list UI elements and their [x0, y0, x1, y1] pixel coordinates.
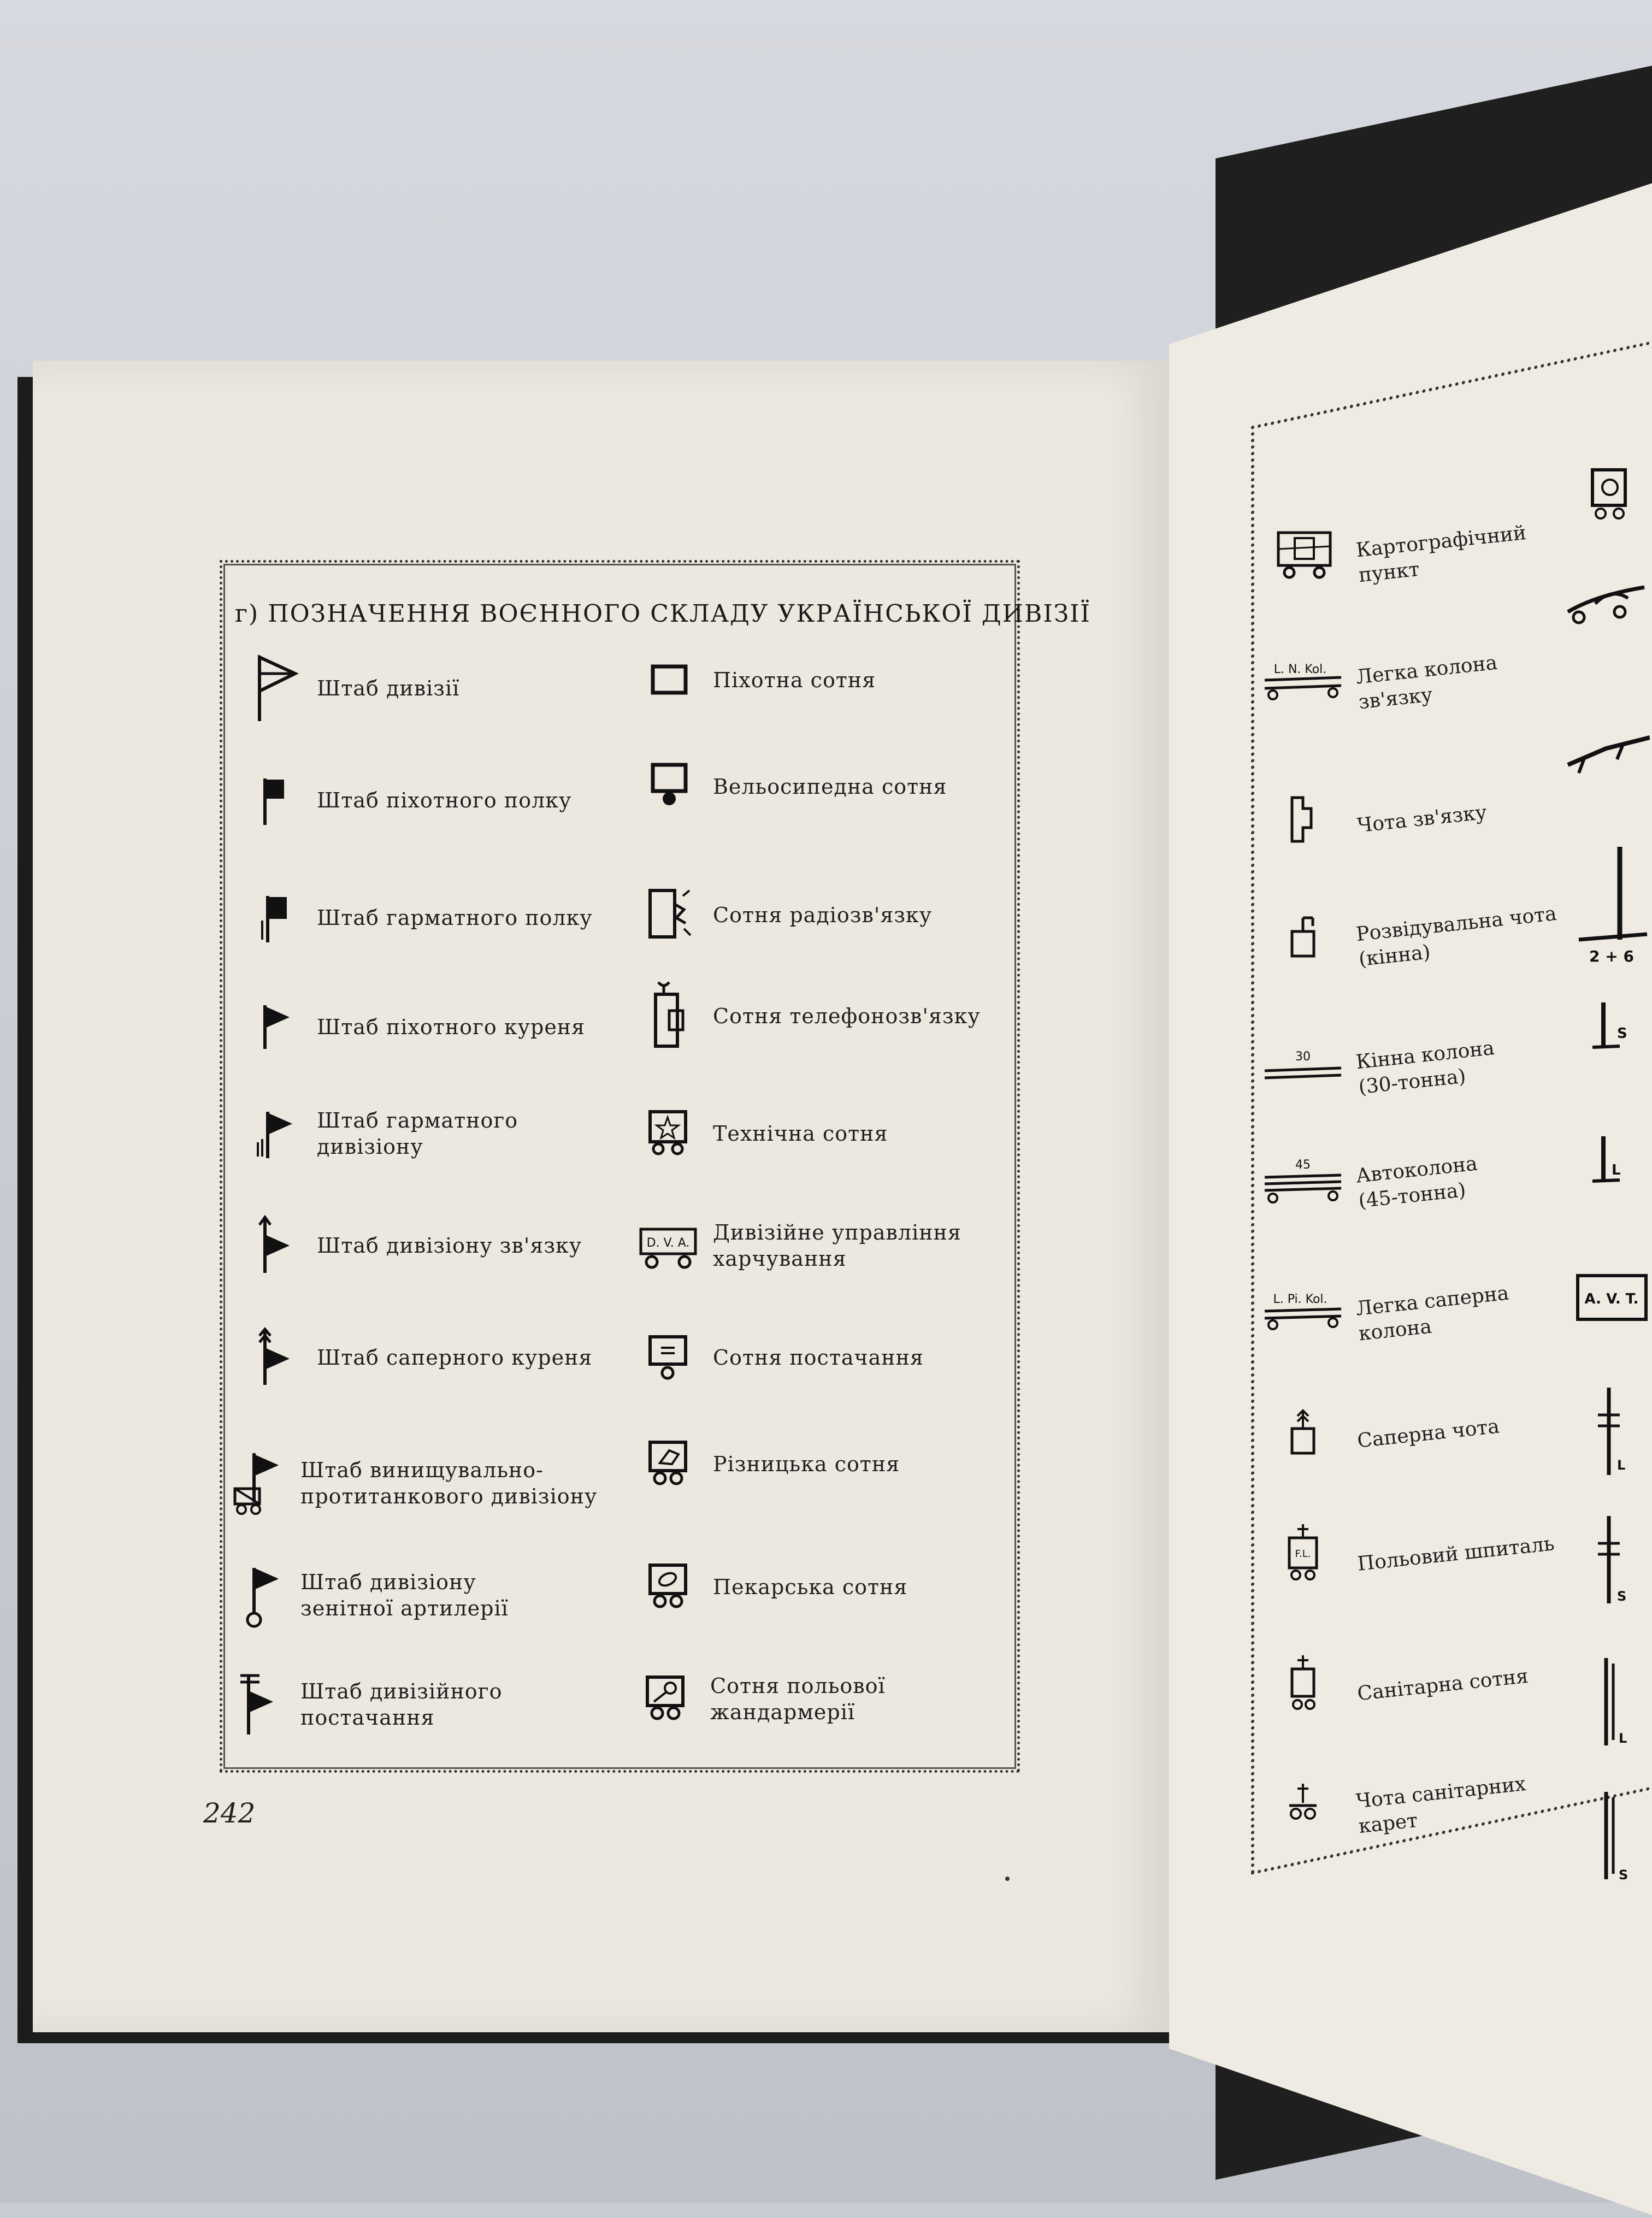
- map-cart-icon: [1256, 519, 1349, 590]
- entry-label: Піхотна сотня: [713, 668, 876, 692]
- edge-tag: A. V. T.: [1584, 1291, 1639, 1307]
- entry-label: Різницька сотня: [713, 1452, 900, 1476]
- cropped-avt-label: [1573, 1267, 1650, 1330]
- list-item: [240, 653, 459, 724]
- entry-label: Чота зв'язку: [1356, 801, 1488, 837]
- edge-tag: L: [1619, 1731, 1627, 1746]
- edge-tag: S: [1619, 1867, 1629, 1883]
- list-item: [1256, 519, 1528, 590]
- bakery-cart-icon: [636, 1552, 702, 1623]
- list-item: [636, 1098, 888, 1169]
- list-item: [240, 992, 585, 1063]
- square-flag-icon: [240, 765, 306, 836]
- entry-label: Легка саперна колона: [1355, 1282, 1510, 1346]
- entry-label: Польовий шпиталь: [1356, 1532, 1556, 1576]
- cropped-vehicle-icon: [1562, 574, 1650, 630]
- sapper-wagon-icon: [1256, 1278, 1349, 1349]
- list-item: [1256, 1278, 1511, 1349]
- entry-label: Штаб дивізіону зв'язку: [317, 1234, 582, 1258]
- page-number: 242: [203, 1797, 256, 1829]
- butcher-cart-icon: [636, 1429, 702, 1500]
- list-item: [634, 1664, 886, 1735]
- dva-wagon-icon: [636, 1210, 702, 1281]
- list-item: [1256, 901, 1559, 972]
- list-item: [636, 751, 947, 822]
- entry-label: Штаб піхотного полку: [317, 788, 572, 812]
- entry-label: Сотня телефонозв'язку: [713, 1004, 981, 1028]
- list-item: [1256, 1033, 1496, 1104]
- edge-tag: S: [1617, 1025, 1627, 1042]
- gendarmerie-cart-icon: [634, 1664, 699, 1735]
- list-item: [636, 880, 932, 951]
- ink-speck: [1005, 1877, 1010, 1881]
- cropped-post-icon: [1587, 997, 1636, 1059]
- entry-label: Пекарська сотня: [713, 1575, 908, 1599]
- flag-with-circle-base-icon: [224, 1560, 290, 1631]
- entry-label: Кінна колона (30-тонна): [1355, 1036, 1496, 1099]
- wagon-tag: D. V. A.: [646, 1236, 690, 1250]
- rail-lines-icon: [1256, 1033, 1349, 1104]
- cropped-pole-icon: [1587, 1382, 1636, 1483]
- page-heading: г) ПОЗНАЧЕННЯ ВОЄННОГО СКЛАДУ УКРАЇНСЬКОЇ ДИВІЗІЇ: [235, 600, 1091, 628]
- entry-label: Штаб дивізійного постачання: [300, 1679, 503, 1730]
- cropped-pole-icon: [1587, 1511, 1636, 1611]
- list-item: [1256, 784, 1487, 855]
- large-flag-icon: [240, 653, 306, 724]
- list-item: [1256, 1519, 1555, 1590]
- list-item: [240, 1322, 592, 1393]
- square-icon: [636, 645, 702, 716]
- entry-label: Саперна чота: [1356, 1415, 1501, 1453]
- list-item: [636, 1322, 924, 1393]
- list-item: [224, 1448, 597, 1519]
- list-item: [1256, 647, 1499, 718]
- square-with-wheel-icon: [636, 751, 702, 822]
- entry-label: Вельосипедна сотня: [713, 775, 947, 799]
- entry-label: Сотня польової жандармерії: [710, 1674, 886, 1724]
- wagon-tag: L. Pi. Kol.: [1273, 1293, 1328, 1306]
- triangle-flag-icon: [240, 992, 306, 1063]
- cropped-pole-icon: [1587, 1653, 1636, 1753]
- cavalry-box-icon: [1256, 901, 1349, 972]
- entry-label: Сотня радіозв'язку: [713, 903, 933, 927]
- list-item: [224, 1560, 509, 1631]
- field-hospital-icon: [1256, 1519, 1349, 1590]
- entry-label: Штаб дивізії: [317, 676, 460, 700]
- list-item: [240, 1210, 582, 1281]
- entry-label: Штаб гарматного дивізіону: [317, 1108, 518, 1159]
- star-cart-icon: [636, 1098, 702, 1169]
- list-item: [224, 1669, 502, 1740]
- entry-label: Чота санітарних карет: [1355, 1772, 1527, 1838]
- hospital-tag: F.L.: [1295, 1548, 1311, 1560]
- radio-box-icon: [636, 880, 702, 951]
- list-item: [1256, 1147, 1479, 1218]
- entry-label: Санітарна сотня: [1356, 1665, 1530, 1706]
- flag-with-crossbars-icon: [224, 1669, 290, 1740]
- entry-label: Сотня постачання: [713, 1346, 924, 1370]
- triangle-flag-with-stem-marks-icon: [240, 1098, 306, 1169]
- entry-label: Автоколона (45-тонна): [1355, 1152, 1479, 1213]
- flag-on-cart-icon: [224, 1448, 290, 1519]
- entry-label: Штаб піхотного куреня: [317, 1015, 586, 1039]
- rail-tag: 30: [1295, 1050, 1311, 1064]
- edge-tag: L: [1612, 1162, 1621, 1178]
- ambulance-icon: [1256, 1770, 1349, 1841]
- entry-label: Штаб дивізіону зенітної артилерії: [300, 1570, 509, 1620]
- list-item: [636, 981, 981, 1052]
- square-flag-with-stem-marks-icon: [240, 882, 306, 953]
- list-item: [1256, 1399, 1500, 1470]
- entry-label: Картографічний пункт: [1355, 521, 1527, 587]
- triangle-flag-with-arrow-icon: [240, 1210, 306, 1281]
- entry-label: Штаб саперного куреня: [317, 1346, 593, 1370]
- rail-tag: 45: [1295, 1158, 1311, 1172]
- list-item: [240, 765, 571, 836]
- list-item: [636, 1210, 961, 1281]
- entry-label: Дивізійне управління харчування: [713, 1220, 961, 1271]
- entry-label: Розвідувальна чота (кінна): [1355, 902, 1558, 971]
- cropped-mast-icon: [1573, 841, 1650, 969]
- list-item: [636, 645, 876, 716]
- cropped-cart-icon: [1587, 464, 1636, 527]
- cropped-bridge-icon: [1562, 727, 1650, 778]
- telephone-box-icon: [636, 981, 702, 1052]
- edge-tag: S: [1617, 1589, 1627, 1604]
- cropped-post-icon: [1587, 1131, 1636, 1193]
- list-item: [636, 1552, 907, 1623]
- supply-box-icon: [636, 1322, 702, 1393]
- entry-label: Легка колона зв'язку: [1355, 651, 1498, 714]
- cropped-pole-icon: [1587, 1786, 1636, 1887]
- wagon-train-icon: [1256, 647, 1349, 718]
- edge-tag: L: [1617, 1458, 1626, 1473]
- entry-label: Технічна сотня: [713, 1122, 888, 1146]
- rail-wagon-icon: [1256, 1147, 1349, 1218]
- wagon-tag: L. N. Kol.: [1273, 663, 1327, 676]
- list-item: [240, 882, 593, 953]
- notched-box-icon: [1256, 784, 1349, 855]
- entry-label: Штаб винищувально- протитанкового дивізіону: [300, 1458, 598, 1508]
- entry-label: Штаб гарматного полку: [317, 906, 593, 930]
- sapper-box-icon: [1256, 1399, 1349, 1470]
- list-item: [1256, 1650, 1529, 1721]
- triangle-flag-with-double-arrow-icon: [240, 1322, 306, 1393]
- list-item: [240, 1098, 518, 1169]
- list-item: [636, 1429, 900, 1500]
- list-item: [1256, 1770, 1527, 1841]
- medical-cart-icon: [1256, 1650, 1349, 1721]
- edge-tag: 2 + 6: [1589, 947, 1634, 965]
